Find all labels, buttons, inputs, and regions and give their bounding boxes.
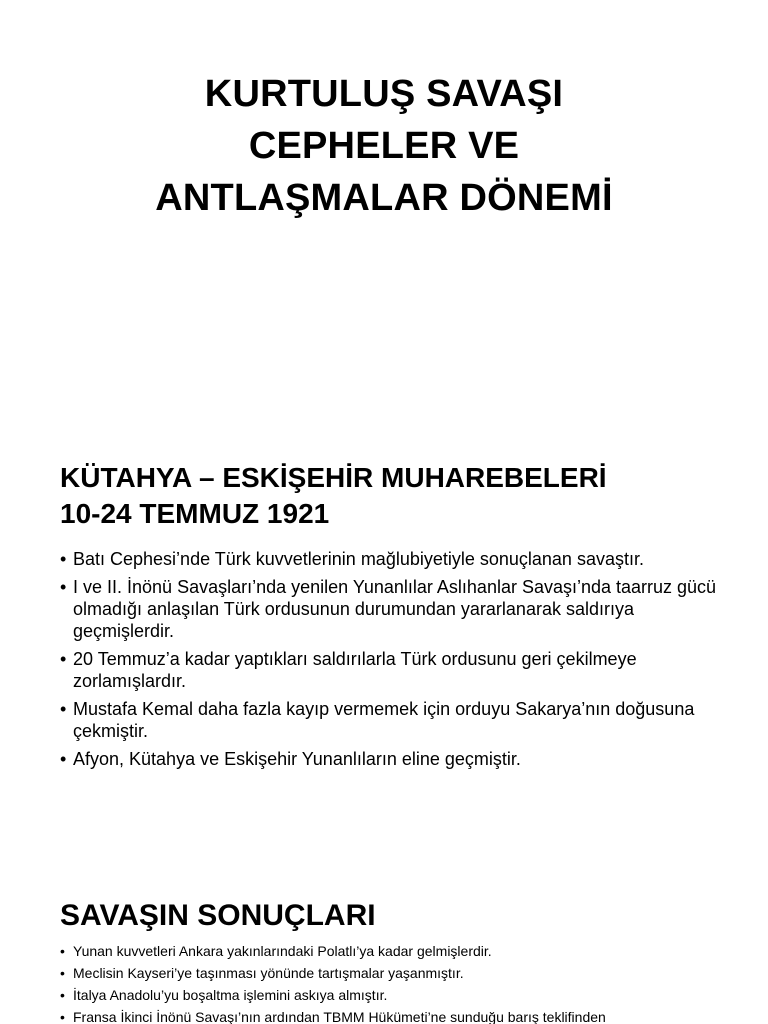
bullet-glyph: •	[60, 577, 67, 597]
bullet-glyph: •	[60, 649, 67, 669]
list-item-text: I ve II. İnönü Savaşları’nda yenilen Yunanlılar Aslıhanlar Savaşı’nda taarruz gücü olmadığı anlaşılan Türk ordusunun durumundan yararlanarak saldırıya geçmişlerdir.	[73, 577, 717, 641]
list-item	[60, 648, 740, 692]
list-item-text: Batı Cephesi’nde Türk kuvvetlerinin mağlubiyetiyle sonuçlanan savaştır.	[73, 549, 644, 569]
battle-heading	[60, 460, 607, 532]
list-item	[60, 548, 740, 570]
battle-heading-line-1: KÜTAHYA – ESKİŞEHİR MUHAREBELERİ	[60, 462, 607, 493]
bullet-glyph: •	[60, 699, 67, 719]
main-title	[0, 68, 768, 224]
bullet-glyph: •	[60, 549, 67, 569]
bullet-glyph: •	[60, 1009, 65, 1024]
list-item	[60, 986, 740, 1004]
bullet-glyph: •	[60, 965, 65, 981]
list-item-text: Mustafa Kemal daha fazla kayıp vermemek için orduyu Sakarya’nın doğusuna çekmiştir.	[73, 699, 695, 741]
title-slide	[0, 0, 768, 420]
list-item	[60, 698, 740, 742]
list-item-text: Fransa İkinci İnönü Savaşı’nın ardından TBMM Hükümeti’ne sunduğu barış teklifinden	[73, 1009, 606, 1024]
bullet-glyph: •	[60, 943, 65, 959]
list-item-text: İtalya Anadolu’yu boşaltma işlemini askıya almıştır.	[73, 987, 388, 1003]
list-item	[60, 1008, 740, 1024]
list-item	[60, 964, 740, 982]
battle-slide	[0, 440, 768, 860]
main-title-line-3: ANTLAŞMALAR DÖNEMİ	[155, 177, 613, 219]
results-bullet-list	[60, 942, 740, 1024]
battle-bullet-list	[60, 548, 740, 776]
bullet-glyph: •	[60, 987, 65, 1003]
list-item-text: Yunan kuvvetleri Ankara yakınlarındaki Polatlı’ya kadar gelmişlerdir.	[73, 943, 492, 959]
list-item	[60, 576, 740, 642]
main-title-line-1: KURTULUŞ SAVAŞI	[204, 73, 564, 115]
battle-heading-line-2: 10-24 TEMMUZ 1921	[60, 498, 330, 529]
list-item-text: Afyon, Kütahya ve Eskişehir Yunanlıların eline geçmiştir.	[73, 749, 521, 769]
list-item-text: 20 Temmuz’a kadar yaptıkları saldırılarla Türk ordusunu geri çekilmeye zorlamışlardır.	[73, 649, 637, 691]
results-slide	[0, 880, 768, 1024]
main-title-line-2: CEPHELER VE	[248, 125, 520, 167]
list-item-text: Meclisin Kayseri’ye taşınması yönünde tartışmalar yaşanmıştır.	[73, 965, 464, 981]
bullet-glyph: •	[60, 749, 67, 769]
list-item	[60, 942, 740, 960]
list-item	[60, 748, 740, 770]
results-heading: SAVAŞIN SONUÇLARI	[60, 899, 376, 932]
